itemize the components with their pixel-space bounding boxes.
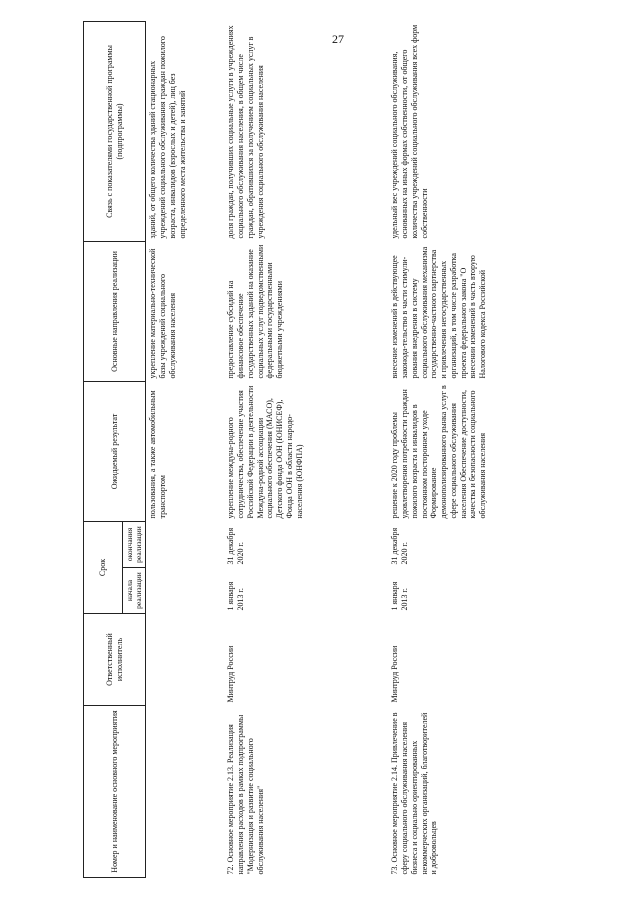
row-name: Основное мероприятие 2.13. Реализация направления расходов в рамках подпрограммы "Модернизация и развитие социального обслуживания населения" [226, 714, 265, 875]
row-end: 31 декабря 2020 г. [390, 527, 410, 565]
header-start: начала реализации [123, 568, 146, 614]
row-number: 73. [390, 864, 400, 875]
rotated-table-container [83, 22, 629, 878]
page-number: 27 [332, 32, 344, 46]
header-name: Номер и наименование основного мероприятия [84, 706, 146, 878]
cont-directions: укрепление материально-технической базы учреждений социального обслуживания населения [148, 248, 177, 379]
row-executor: Минтруд России [390, 645, 400, 703]
row-start: 1 января 2013 г. [226, 581, 246, 611]
cont-result: пользования, а также автомобильным транспортом [148, 390, 168, 519]
table-row [224, 21, 388, 877]
row-name-cell [224, 706, 388, 878]
row-result: решение к 2020 году проблемы удовлетворения потребности граждан пожилого возраста и инвалидов в постоянном постороннем уходе Формирование демонополизированного рынка услуг в сфере социального обслуживания населения Обеспечение доступности, качества и безопасности социального обслуживания населения [390, 385, 488, 519]
table-row [388, 21, 622, 877]
row-directions: внесение изменений в действующее законода-тельство в части стимули-рования внедрения в систему социального обслуживания механизма государственно-частного партнерства и привлечения негосударственных организаций, в том числе разработка проекта федерального закона "О внесении изменений в часть вторую Налогового кодекса Российской [390, 246, 488, 379]
row-number: 72. [226, 864, 236, 875]
row-link: удельный вес учреждений социального обслуживания, основанных на иных формах собственности, от общего количества учреждений социального обслуживания всех форм собственности [390, 24, 429, 239]
header-end: окончания реализации [123, 521, 146, 567]
row-name: Основное мероприятие 2.14. Привлечение в сферу социального обслуживания населения бизнеса и социально ориентированных некоммерческих организаций, благотворителей и добровольцев [390, 712, 439, 875]
table-row-continuation [146, 21, 225, 877]
header-term: Срок [84, 521, 123, 613]
row-executor: Минтруд России [226, 645, 236, 703]
row-start: 1 января 2013 г. [390, 581, 410, 611]
header-link: Связь с показателями государственной программы (подпрограммы) [84, 21, 146, 241]
activities-table [83, 21, 622, 878]
header-executor: Ответственный исполнитель [84, 614, 146, 706]
row-end: 31 декабря 2020 г. [226, 527, 246, 565]
header-directions: Основные направления реализации [84, 241, 146, 381]
header-result: Ожидаемый результат [84, 381, 146, 521]
cont-link: зданий, от общего количества зданий стационарных учреждений социального обслуживания граждан пожилого возраста, инвалидов (взрослых и детей), лиц без определенного места жительства и занятий [148, 36, 187, 239]
row-directions: предоставление субсидий на финансовое обеспечение государственных заданий на оказание социальных услуг подведомственными федеральными государственными бюджетными учреждениями [226, 244, 285, 379]
row-link: доля граждан, получивших социальные услуги в учреждениях социального обслуживания населения, в общем числе граждан, обратившихся за получением социальных услуг в учреждения социального обслуживания населения [226, 25, 265, 239]
row-result: укрепление междуна-родного сотрудничества, обеспечение участия Российской Федерации в деятельности Междуна-родной ассоциации социального обеспечения (МАСО), Детского фонда ООН (ЮНИСЕФ), Фонда ООН в области народо-населения (ЮНФПА) [226, 385, 304, 519]
row-name-cell [388, 706, 622, 878]
